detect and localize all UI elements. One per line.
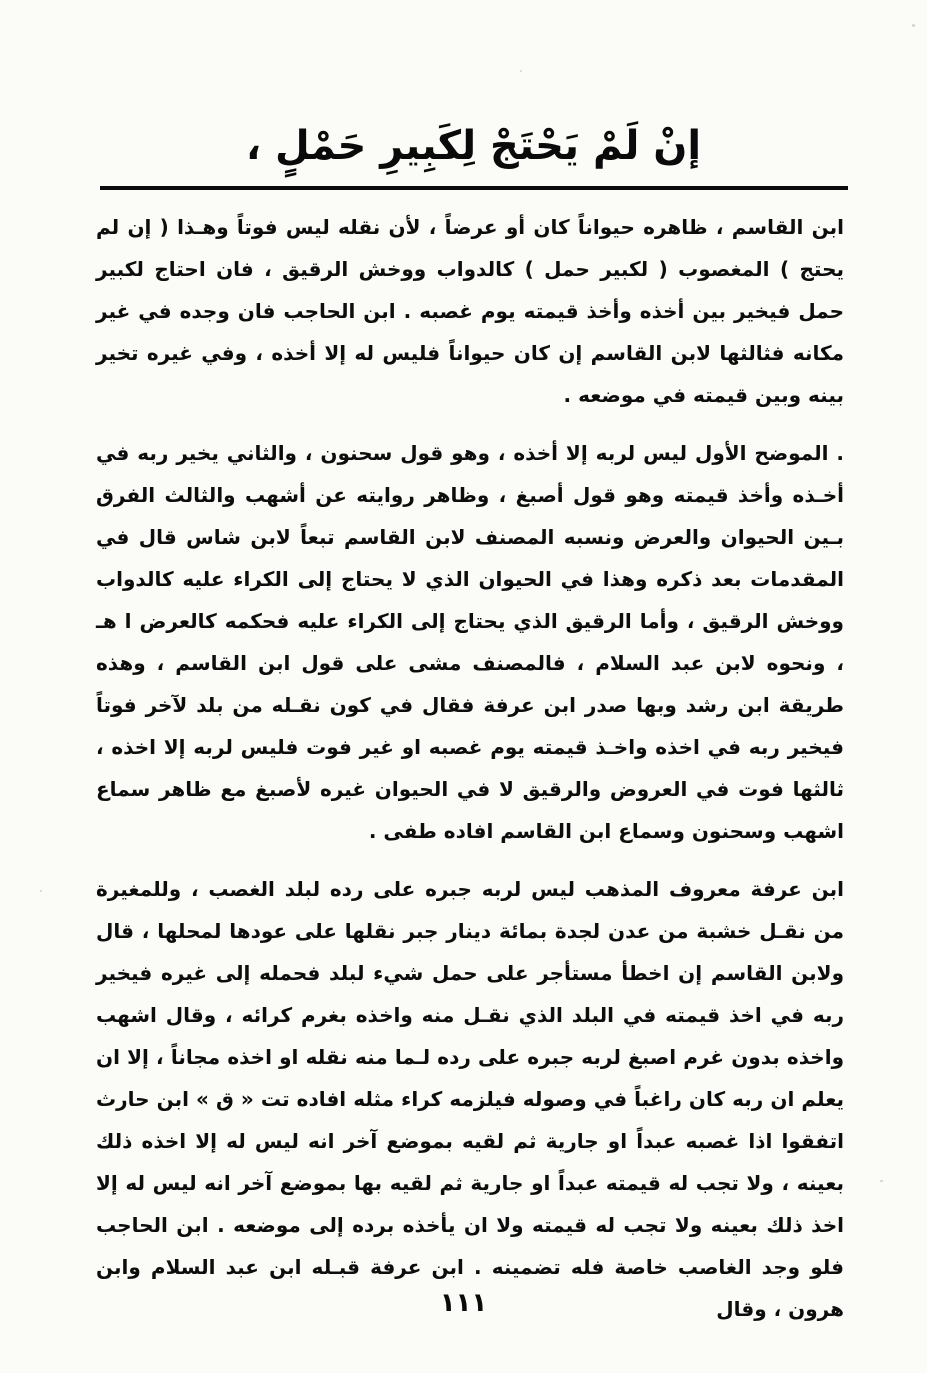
scan-speck [912,24,915,27]
page-number: ١١١ [439,1288,488,1318]
scan-speck [880,1180,883,1182]
page-header [100,118,847,178]
paragraph-1: ابن القاسم ، ظاهره حيواناً كان أو عرضاً ، لأن نقله ليس فوتاً وهـذا ( إن لم يحتج ) المغصوب ( لكبير حمل ) كالدواب ووخش الرقيق ، فان احتاج لكبير حمل فيخير بين أخذه وأخذ قيمته يوم غصبه . ابن الحاجب فان وجده في غير مكانه فثالثها لابن القاسم إن كان حيواناً فليس له إلا أخذه ، وفي غيره تخير بينه وبين قيمته في موضعه . [96,215,844,407]
paragraph-2: . الموضح الأول ليس لربه إلا أخذه ، وهو قول سحنون ، والثاني يخير ربه في أخـذه وأخذ قيمته وهو قول أصبغ ، وظاهر روايته عن أشهب والثالث الفرق بـين الحيوان والعرض ونسبه المصنف لابن القاسم تبعاً لابن شاس قال في المقدمات بعد ذكره وهذا في الحيوان الذي لا يحتاج إلى الكراء عليه كالدواب ووخش الرقيق ، وأما الرقيق الذي يحتاج إلى الكراء عليه فحكمه كالعرض ا هـ ، ونحوه لابن عبد السلام ، فالمصنف مشى على قول ابن القاسم ، وهذه طريقة ابن رشد وبها صدر ابن عرفة فقال في كون نقـله من بلد لآخر فوتاً فيخير ربه في اخذه واخـذ قيمته يوم غصبه او غير فوت فليس لربه إلا اخذه ، ثالثها فوت في العروض والرقيق لا في الحيوان غيره لأصبغ مع ظاهر سماع اشهب وسحنون وسماع ابن القاسم افاده طفى . [96,441,844,843]
scan-speck [520,70,522,72]
scan-speck [40,890,42,892]
page-title: إنْ لَمْ يَحْتَجْ لِكَبِيرِ حَمْلٍ ، [245,123,702,169]
main-text [96,206,844,1330]
paragraph-3: ابن عرفة معروف المذهب ليس لربه جبره على رده لبلد الغصب ، وللمغيرة من نقـل خشبة من عدن لجدة بمائة دينار جبر نقلها على عودها لمحلها ، قال ولابن القاسم إن اخطأ مستأجر على حمل شيء لبلد فحمله إلى غيره فيخير ربه في اخذ قيمته في البلد الذي نقـل منه واخذه بغرم كرائه ، وقال اشهب واخذه بدون غرم اصبغ لربه جبره على رده لـما منه نقله او اخذه مجاناً ، إلا ان يعلم ان ربه كان راغباً في وصوله فيلزمه كراء مثله افاده تت « ق » ابن حارث اتفقوا اذا غصبه عبداً او جارية ثم لقيه بموضع آخر انه ليس له إلا اخذه ذلك بعينه ، ولا تجب له قيمته عبداً او جارية ثم لقيه بها بموضع آخر انه ليس له إلا اخذ ذلك بعينه ولا تجب له قيمته ولا ان يأخذه برده إلى موضعه . ابن الحاجب فلو وجد الغاصب خاصة فله تضمينه . ابن عرفة قبـله ابن عبد السلام وابن هرون ، وقال [96,877,844,1321]
header-divider [100,186,848,190]
